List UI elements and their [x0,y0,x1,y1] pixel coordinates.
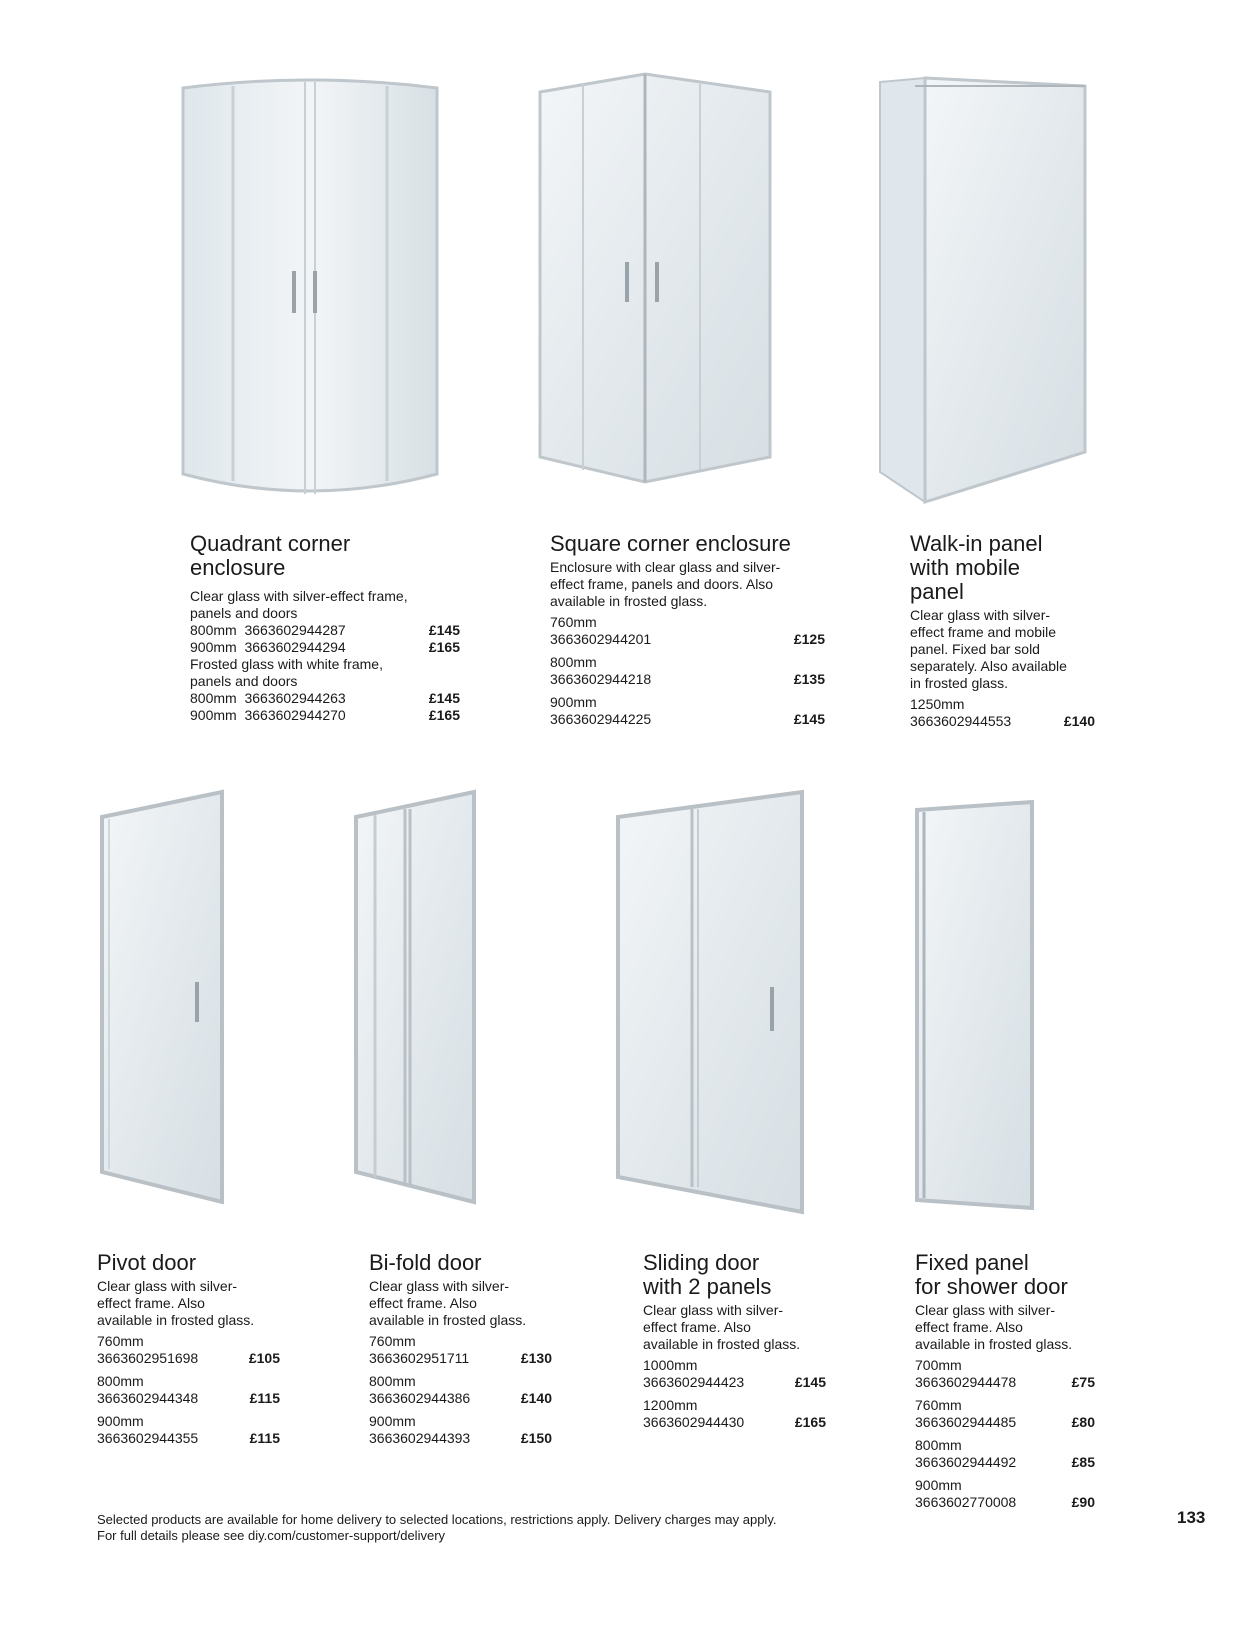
product-fixed-panel [915,1251,1095,1511]
product-code-row [915,1454,1095,1471]
price: £145 [793,711,825,727]
product-code: 3663602944393 [369,1430,471,1446]
price: £80 [1071,1414,1095,1430]
size-option [915,1357,1095,1391]
product-code: 3663602951711 [369,1350,470,1366]
product-code-row [915,1494,1095,1511]
product-code-row [915,1414,1095,1431]
size-label: 760mm [97,1333,144,1349]
product-description: Clear glass with silver- effect frame and mobile panel. Fixed bar sold separately. Also available in frosted glass. [910,607,1067,691]
size-label: 1250mm [910,696,965,712]
size-option [910,696,1095,730]
price: £115 [249,1390,280,1406]
price: £115 [249,1430,280,1446]
price: £150 [520,1430,552,1446]
product-code-row [550,711,825,728]
size-option [550,614,825,648]
size-option [915,1437,1095,1471]
size-label: 800mm [915,1437,962,1453]
price-row: 900mm 3663602944294 £165 [190,639,460,655]
price: £75 [1071,1374,1095,1390]
product-quadrant-enclosure [190,532,460,724]
sliding-door-image [610,787,810,1217]
size-label: 760mm [915,1397,962,1413]
product-code: 3663602944492 [915,1454,1017,1470]
size-label: 900mm [97,1413,144,1429]
page-number: 133 [1177,1508,1206,1527]
size-option [369,1373,552,1407]
product-code: 3663602944423 [643,1374,745,1390]
product-code-row [97,1390,280,1407]
size-label: 900mm [915,1477,962,1493]
product-code-row [369,1350,552,1367]
product-title: Square corner enclosure [550,531,791,556]
product-code-row [643,1414,826,1431]
product-title: Walk-in panel with mobile panel [910,531,1043,604]
product-code: 3663602944355 [97,1430,199,1446]
price: £130 [520,1350,552,1366]
product-description: Clear glass with silver- effect frame. Also available in frosted glass. [643,1302,801,1352]
product-code-row [910,713,1095,730]
price: £140 [520,1390,552,1406]
price: £165 [794,1414,826,1430]
quadrant-enclosure-image [175,76,445,508]
price: £85 [1071,1454,1095,1470]
square-enclosure-image [535,72,775,492]
size-option [550,694,825,728]
size-option [643,1357,826,1391]
product-bifold-door [369,1251,552,1447]
product-code: 3663602944201 [550,631,652,647]
product-title: Quadrant corner enclosure [190,531,351,580]
size-label: 700mm [915,1357,962,1373]
product-description: Clear glass with silver- effect frame. Also available in frosted glass. [369,1278,527,1328]
product-description: Enclosure with clear glass and silver- effect frame, panels and doors. Also available in frosted glass. [550,559,781,609]
size-label: 900mm [369,1413,416,1429]
price: £90 [1071,1494,1095,1510]
size-option [643,1397,826,1431]
price: £125 [793,631,825,647]
product-code: 3663602944218 [550,671,652,687]
product-option-desc: Clear glass with silver-effect frame, panels and doors [190,588,408,621]
product-code: 3663602944225 [550,711,652,727]
price: £145 [794,1374,826,1390]
product-description: Clear glass with silver- effect frame. Also available in frosted glass. [915,1302,1073,1352]
price-row: 900mm 3663602944270 £165 [190,707,460,723]
product-walk-in-panel [910,532,1095,730]
product-code-row [643,1374,826,1391]
product-code: 3663602944430 [643,1414,745,1430]
price-row: 800mm 3663602944287 £145 [190,622,460,638]
size-option [915,1397,1095,1431]
price: £105 [248,1350,280,1366]
product-code-row [97,1430,280,1447]
size-option [915,1477,1095,1511]
walk-in-panel-image [875,72,1090,512]
product-code-row [97,1350,280,1367]
product-code: 3663602770008 [915,1494,1017,1510]
size-label: 900mm [550,694,597,710]
product-code: 3663602944553 [910,713,1012,729]
size-label: 760mm [369,1333,416,1349]
fixed-panel-image [912,800,1042,1210]
size-option [97,1333,280,1367]
product-code-row [915,1374,1095,1391]
product-description: Clear glass with silver- effect frame. Also available in frosted glass. [97,1278,255,1328]
product-code: 3663602944348 [97,1390,199,1406]
size-label: 800mm [369,1373,416,1389]
product-code: 3663602951698 [97,1350,199,1366]
product-code-row [369,1430,552,1447]
product-title: Pivot door [97,1250,197,1275]
pivot-door-image [97,787,227,1207]
size-label: 800mm [97,1373,144,1389]
size-label: 1200mm [643,1397,698,1413]
size-option [550,654,825,688]
delivery-footnote: Selected products are available for home delivery to selected locations, restrictions apply. Delivery charges may apply. For full details please see diy.com/customer-support/delivery [97,1512,777,1543]
product-code: 3663602944386 [369,1390,471,1406]
size-label: 1000mm [643,1357,698,1373]
product-code-row [369,1390,552,1407]
product-code: 3663602944478 [915,1374,1017,1390]
size-option [369,1333,552,1367]
product-title: Sliding door with 2 panels [643,1250,772,1299]
product-title: Fixed panel for shower door [915,1250,1068,1299]
size-option [369,1413,552,1447]
product-sliding-door [643,1251,826,1431]
size-label: 800mm [550,654,597,670]
size-option [97,1373,280,1407]
price: £140 [1063,713,1095,729]
price-row: 800mm 3663602944263 £145 [190,690,460,706]
product-code-row [550,631,825,648]
price: £135 [793,671,825,687]
product-code: 3663602944485 [915,1414,1017,1430]
product-code-row [550,671,825,688]
bifold-door-image [350,787,480,1207]
product-title: Bi-fold door [369,1250,482,1275]
product-pivot-door [97,1251,280,1447]
size-option [97,1413,280,1447]
size-label: 760mm [550,614,597,630]
product-square-enclosure [550,532,825,728]
product-option-desc: Frosted glass with white frame, panels and doors [190,656,383,689]
